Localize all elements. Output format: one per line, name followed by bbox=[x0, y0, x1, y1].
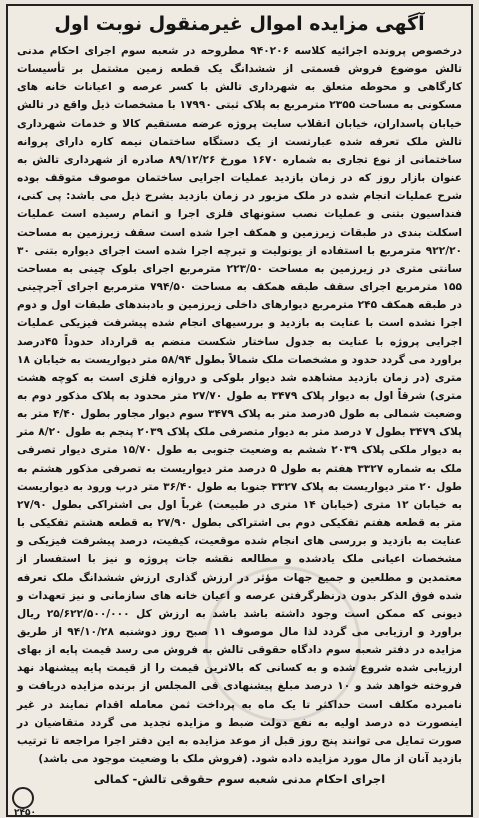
circle-ornament-icon bbox=[12, 787, 34, 809]
notice-body: درخصوص پرونده اجرائیه کلاسه ۹۴۰۲۰۶ مطروحه در شعبه سوم اجرای احکام مدنی تالش موضوع فروش قسمتی از ششدانگ یک قطعه زمین مشتمل بر تأسیسات کارگاهی و محوطه متعلق به شهرداری تالش با کسر عرصه و اعیانات خانه های مسکونی به مساحت ۲۳۵۵ مترمربع به پلاک ثبتی ۱۷۹۹۰ با مشخصات ذیل واقع در تالش خیابان پاسداران، خیابان انقلاب سایت پروژه عرضه مستقیم کالا و خدمات شهرداری تالش ملک تعرفه شده عبارتست از یک دستگاه ساختمان نیمه کاره دارای پروانه ساختمانی از نوع تجاری به شماره ۱۶۷۰ مورخ ۸۹/۱۲/۲۶ صادره از شهرداری تالش به عنوان بازار روز که در زمان بازدید عملیات اجرایی ساختمان موصوف متوقف بوده شرح عملیات انجام شده در ملک مزبور در زمان بازدید بشرح ذیل می باشد: پی کنی، فنداسیون بتنی و عملیات نصب ستونهای فلزی اجرا و اتمام رسیده است عملیات اسکلت بندی در طبقات زیرزمین و همکف اجرا شده است سقف زیرزمین به مساحت ۹۲۲/۲۰ مترمربع با استفاده از یونولیت و تیرچه اجرا شده است اجرای دیواره بتنی ۳۰ سانتی متری در زیرزمین به مساحت ۲۲۳/۵۰ مترمربع اجرای بلوک چینی به مساحت ۱۵۵ مترمربع اجرای سقف طبقه همکف به مساحت ۷۹۴/۵۰ مترمربع اجرای آجرچینی در طبقه همکف ۲۴۵ مترمربع دیوارهای داخلی زیرزمین و بادبندهای طبقات اول و دوم اجرا نشده است با عنایت به بازدید و بررسیهای انجام شده پیشرفت فیزیکی عملیات اجرایی پروژه با عنایت به جدول ساختار شکست منضم به قرارداد حدوداً ۴۵درصد براورد می گردد حدود و مشخصات ملک شمالاً بطول ۵۸/۹۴ متر دیواریست به خیابان ۱۸ متری (در زمان بازدید مشاهده شد دیوار بلوکی و دروازه فلزی است به کوچه هشت متری) شرقاً اول به دیوار پلاک ۳۴۷۹ به طول ۲۷/۷۰ متر محدود به پلاک مذکور دوم به وضعیت شمالی به طول ۵درصد متر به پلاک ۳۴۷۹ سوم دیوار مجاور بطول ۴/۴۰ متر به پلاک ۳۴۷۹ بطول ۷ درصد متر به دیوار متصرفی ملک پلاک ۲۰۳۹ پنجم به طول ۸/۲۰ متر به دیوار ملکی پلاک ۲۰۳۹ ششم به وضعیت جنوبی به طول ۱۵/۷۰ متری دیوار تصرفی ملک به شماره ۳۳۲۷ هفتم به طول ۵ درصد متر دیواریست به تصرفی مذکور هشتم به طول ۲۰ متر دیواریست به پلاک ۳۳۲۷ جنوبا به طول ۳۶/۴۰ متر درب ورود به دیواریست به خیابان ۱۲ متری (خیابان ۱۴ متری در طبیعت) غرباً اول بی اشتراکی بطول ۲۷/۹۰ متر به قطعه هفتم تفکیکی دوم بی اشتراکی بطول ۲۷/۹۰ به قطعه هشتم تفکیکی با عنایت به بازدید و بررسی های انجام شده موقعیت، کیفیت، درصد پیشرفت فیزیکی و مشخصات اعیانی ملک یادشده و مطالعه نقشه جات پروژه و نیز با استفسار از معتمدین و مطلعین و جمیع جهات مؤثر در ارزش گذاری ارزش ششدانگ ملک تعرفه شده فوق الذکر بدون درنظرگرفتن عرصه و اعیان خانه های سازمانی و نیز تعهدات و دیونی که ممکن است وجود داشته باشد باشد به ارزش کل ۲۵/۶۲۲/۵۰۰/۰۰۰ ریال براورد و ارزیابی می گردد لذا مال موصوف ۱۱ صبح روز دوشنبه ۹۴/۱۰/۲۸ از طریق مزایده در دفتر شعبه سوم دادگاه حقوقی تالش به فروش می رسد قیمت پایه از بهای ارزیابی شده شروع شده و به کسانی که بالاترین قیمت را از قیمت پایه پیشنهاد نهد فروخته خواهد شد و ۱۰ درصد مبلغ پیشنهادی فی المجلس از برنده مزایده دریافت و نامبرده مکلف است حداکثر تا یک ماه به پرداخت ثمن معامله اقدام نمایند در غیر اینصورت ده درصد اولیه به نفع دولت ضبط و مزایده تجدید می گردد متقاضیان در صورت تمایل می توانند پنج روز قبل از موعد مزایده به این دفتر اجرا مراجعه تا ترتیب بازدید آنان از مال مورد مزایده داده شود. (فروش ملک با وضعیت موجود می باشد) bbox=[17, 45, 463, 766]
notice-box bbox=[6, 4, 473, 817]
notice-number: ۲۴۵۰ bbox=[14, 808, 36, 817]
notice-title: آگهی مزایده اموال غیرمنقول نوبت اول bbox=[54, 13, 425, 35]
notice-signature: اجرای احکام مدنی شعبه سوم حقوقی تالش- کمالی bbox=[93, 772, 386, 787]
